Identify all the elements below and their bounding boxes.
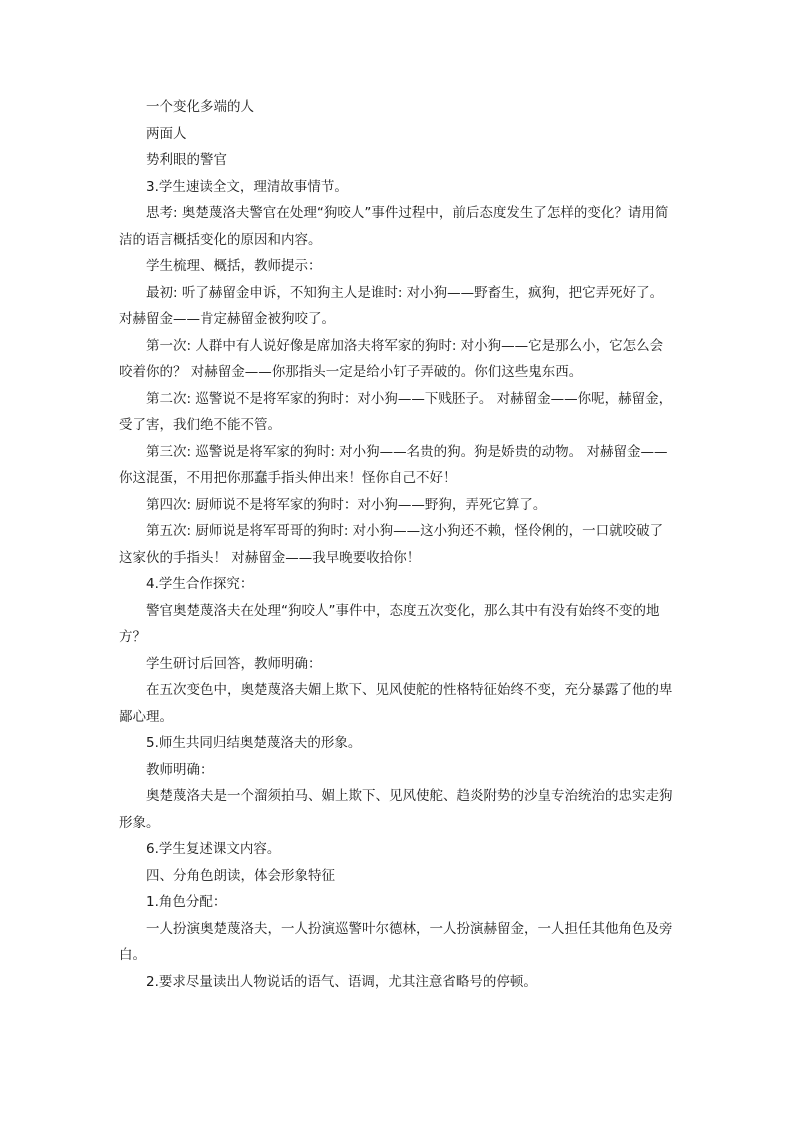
paragraph: 6.学生复述课文内容。 [146,841,281,857]
paragraph: 第三次: 巡警说是将军家的狗时: 对小狗——名贵的狗。狗是娇贵的动物。 对赫留金——你这混蛋，不用把你那蠢手指头伸出来！怪你自己不好！ [119,443,668,486]
paragraph: 1.角色分配： [146,894,227,910]
paragraph: 3.学生速读全文，理清故事情节。 [146,178,348,195]
paragraph: 2.要求尽量读出人物说话的语气、语调，尤其注意省略号的停顿。 [146,973,537,990]
paragraph: 教师明确： [146,761,214,778]
paragraph: 最初: 听了赫留金申诉，不知狗主人是谁时: 对小狗——野畜生，疯狗，把它弄死好了。对赫留金——肯定赫留金被狗咬了。 [119,284,664,327]
paragraph: 学生研讨后回答，教师明确： [146,655,322,672]
document-body [119,94,675,995]
paragraph: 4.学生合作探究： [146,576,254,592]
paragraph: 警官奥楚蔑洛夫在处理“狗咬人”事件中，态度五次变化，那么其中有没有始终不变的地方？ [119,602,660,645]
paragraph: 两面人 [146,125,187,142]
paragraph: 四、分角色朗读，体会形象特征 [146,867,335,884]
paragraph: 一个变化多端的人 [146,99,254,115]
paragraph: 第五次: 厨师说是将军哥哥的狗时: 对小狗——这小狗还不赖，怪伶俐的，一口就咬破了这家伙的手指头！ 对赫留金——我早晚要收拾你！ [119,523,664,566]
paragraph: 思考: 奥楚蔑洛夫警官在处理“狗咬人”事件过程中，前后态度发生了怎样的变化？请用简洁的语言概括变化的原因和内容。 [119,205,669,248]
paragraph: 一人扮演奥楚蔑洛夫，一人扮演巡警叶尔德林，一人扮演赫留金，一人担任其他角色及旁白。 [119,920,673,963]
paragraph: 在五次变色中，奥楚蔑洛夫媚上欺下、见风使舵的性格特征始终不变，充分暴露了他的卑鄙心理。 [119,682,673,725]
paragraph: 势利眼的警官 [146,152,227,168]
paragraph: 5.师生共同归结奥楚蔑洛夫的形象。 [146,735,362,751]
paragraph: 奥楚蔑洛夫是一个溜须拍马、媚上欺下、见风使舵、趋炎附势的沙皇专治统治的忠实走狗形象。 [119,788,673,831]
paragraph: 第四次: 厨师说不是将军家的狗时：对小狗——野狗，弄死它算了。 [146,496,547,513]
paragraph: 第一次: 人群中有人说好像是席加洛夫将军家的狗时: 对小狗——它是那么小，它怎么会咬着你的？ 对赫留金——你那指头一定是给小钉子弄破的。你们这些鬼东西。 [119,337,664,380]
paragraph: 第二次: 巡警说不是将军家的狗时：对小狗——下贱胚子。 对赫留金——你呢，赫留金，受了害，我们绝不能不管。 [119,390,673,433]
paragraph: 学生梳理、概括，教师提示： [146,258,322,274]
